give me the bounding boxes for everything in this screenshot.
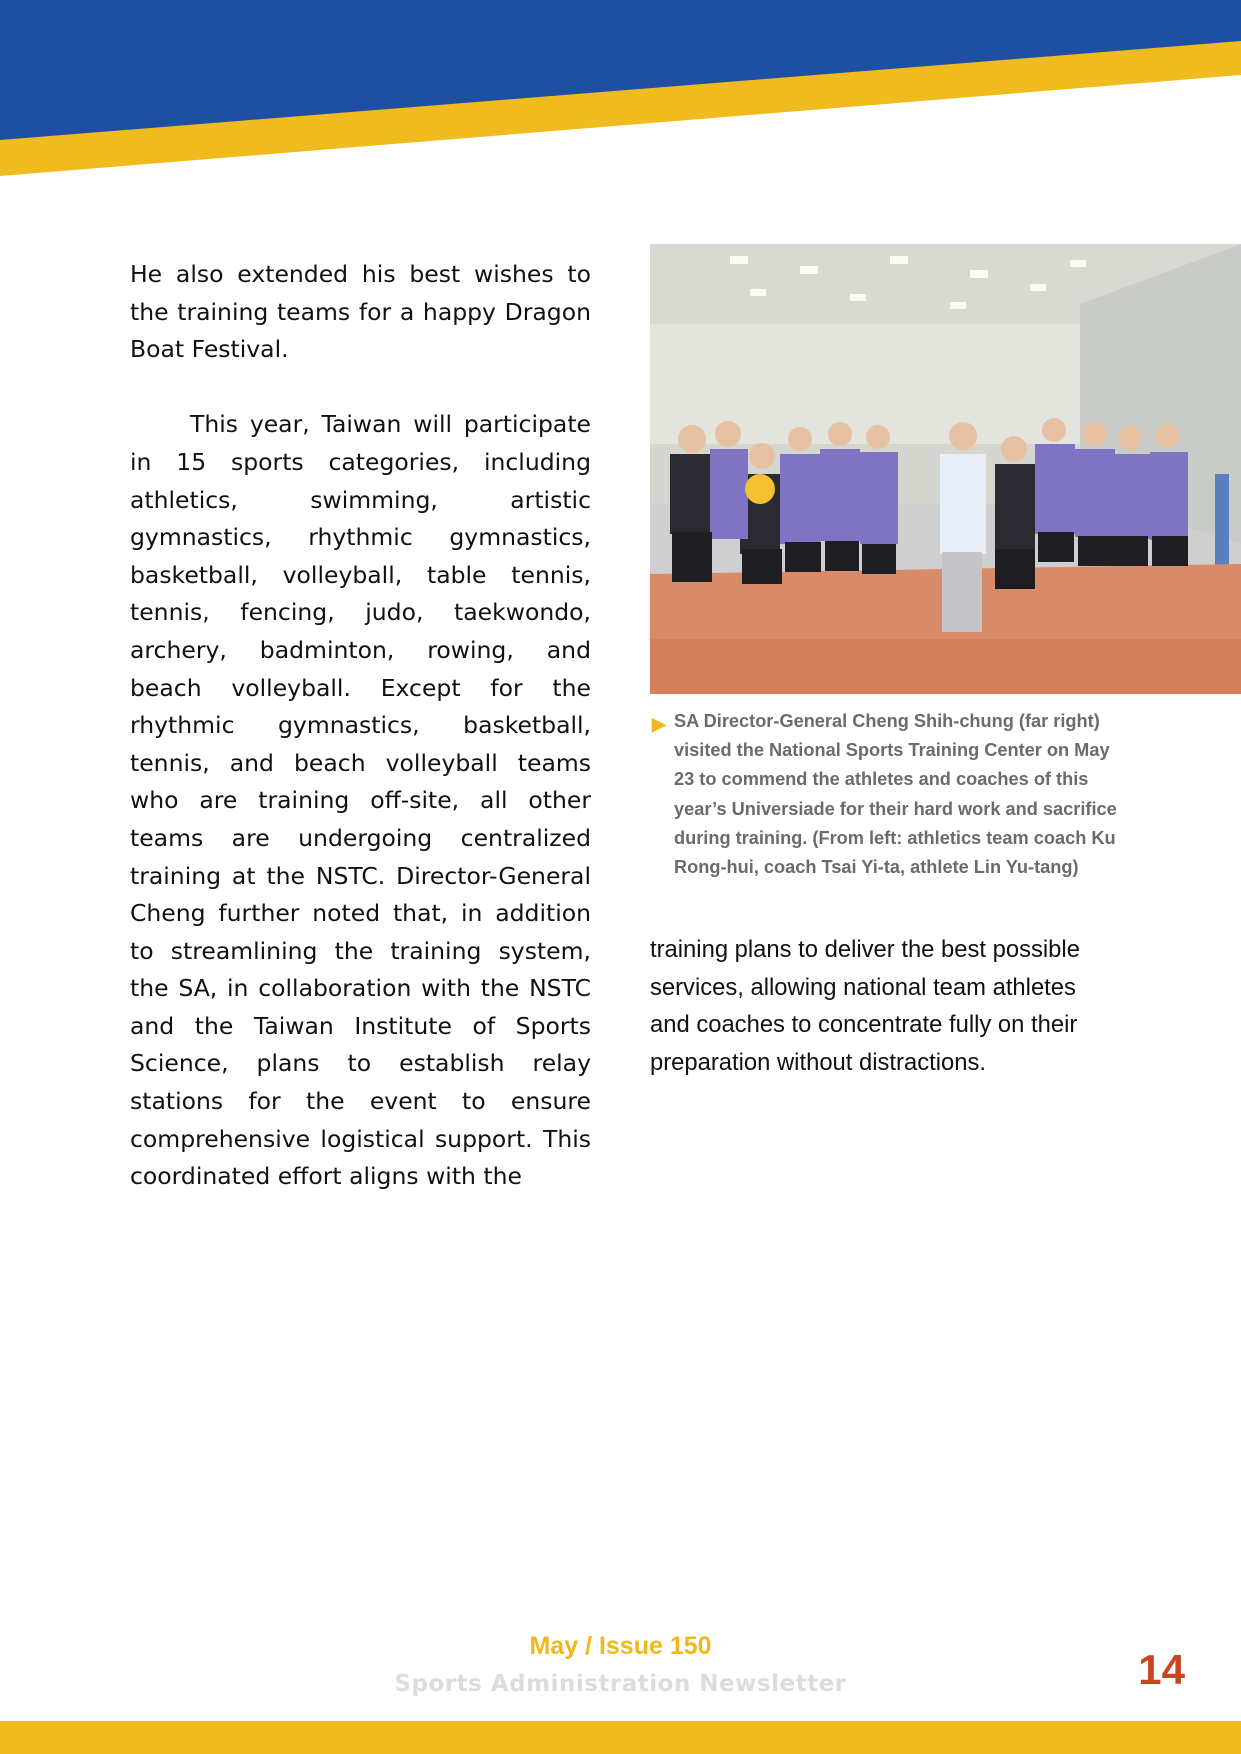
triangle-right-icon: ▶ <box>652 714 666 734</box>
footer-publication-title: Sports Administration Newsletter <box>394 1671 847 1697</box>
header-banner <box>0 0 1241 180</box>
left-text-column <box>130 256 591 1196</box>
team-photo <box>650 244 1241 694</box>
photo-caption-text: SA Director-General Cheng Shih-chung (far right) visited the National Sports Training Center on May 23 to commend the athletes and coaches of this year’s Universiade for their hard work and sacrifice during training. (From left: athletics team coach Ku Rong-hui, coach Tsai Yi-ta, athlete Lin Yu-tang) <box>674 711 1117 878</box>
photo-caption <box>652 707 1118 882</box>
paragraph-training-plans: training plans to deliver the best possible services, allowing national team athletes and coaches to concentrate fully on their preparation without distractions. <box>650 936 1080 1076</box>
footer-band <box>0 1721 1241 1754</box>
paragraph-wishes: He also extended his best wishes to the training teams for a happy Dragon Boat Festival. <box>130 260 591 364</box>
paragraph-sports-categories: This year, Taiwan will participate in 15 sports categories, including athletics, swimming, artistic gymnastics, rhythmic gymnastics, basketball, volleyball, table tennis, tennis, fencing, judo, taekwondo, archery, badminton, rowing, and beach volleyball. Except for the rhythmic gymnastics, basketball, tennis, and beach volleyball teams who are training off-site, all other teams are undergoing centralized training at the NSTC. Director-General Cheng further noted that, in addition to streamlining the training system, the SA, in collaboration with the NSTC and the Taiwan Institute of Sports Science, plans to establish relay stations for the event to ensure comprehensive logistical support. This coordinated effort aligns with the <box>130 410 591 1191</box>
page-number: 14 <box>1138 1646 1185 1693</box>
right-text-column <box>650 931 1120 1081</box>
team-photo-illustration <box>650 244 1241 694</box>
footer-issue: May / Issue 150 <box>529 1632 712 1660</box>
